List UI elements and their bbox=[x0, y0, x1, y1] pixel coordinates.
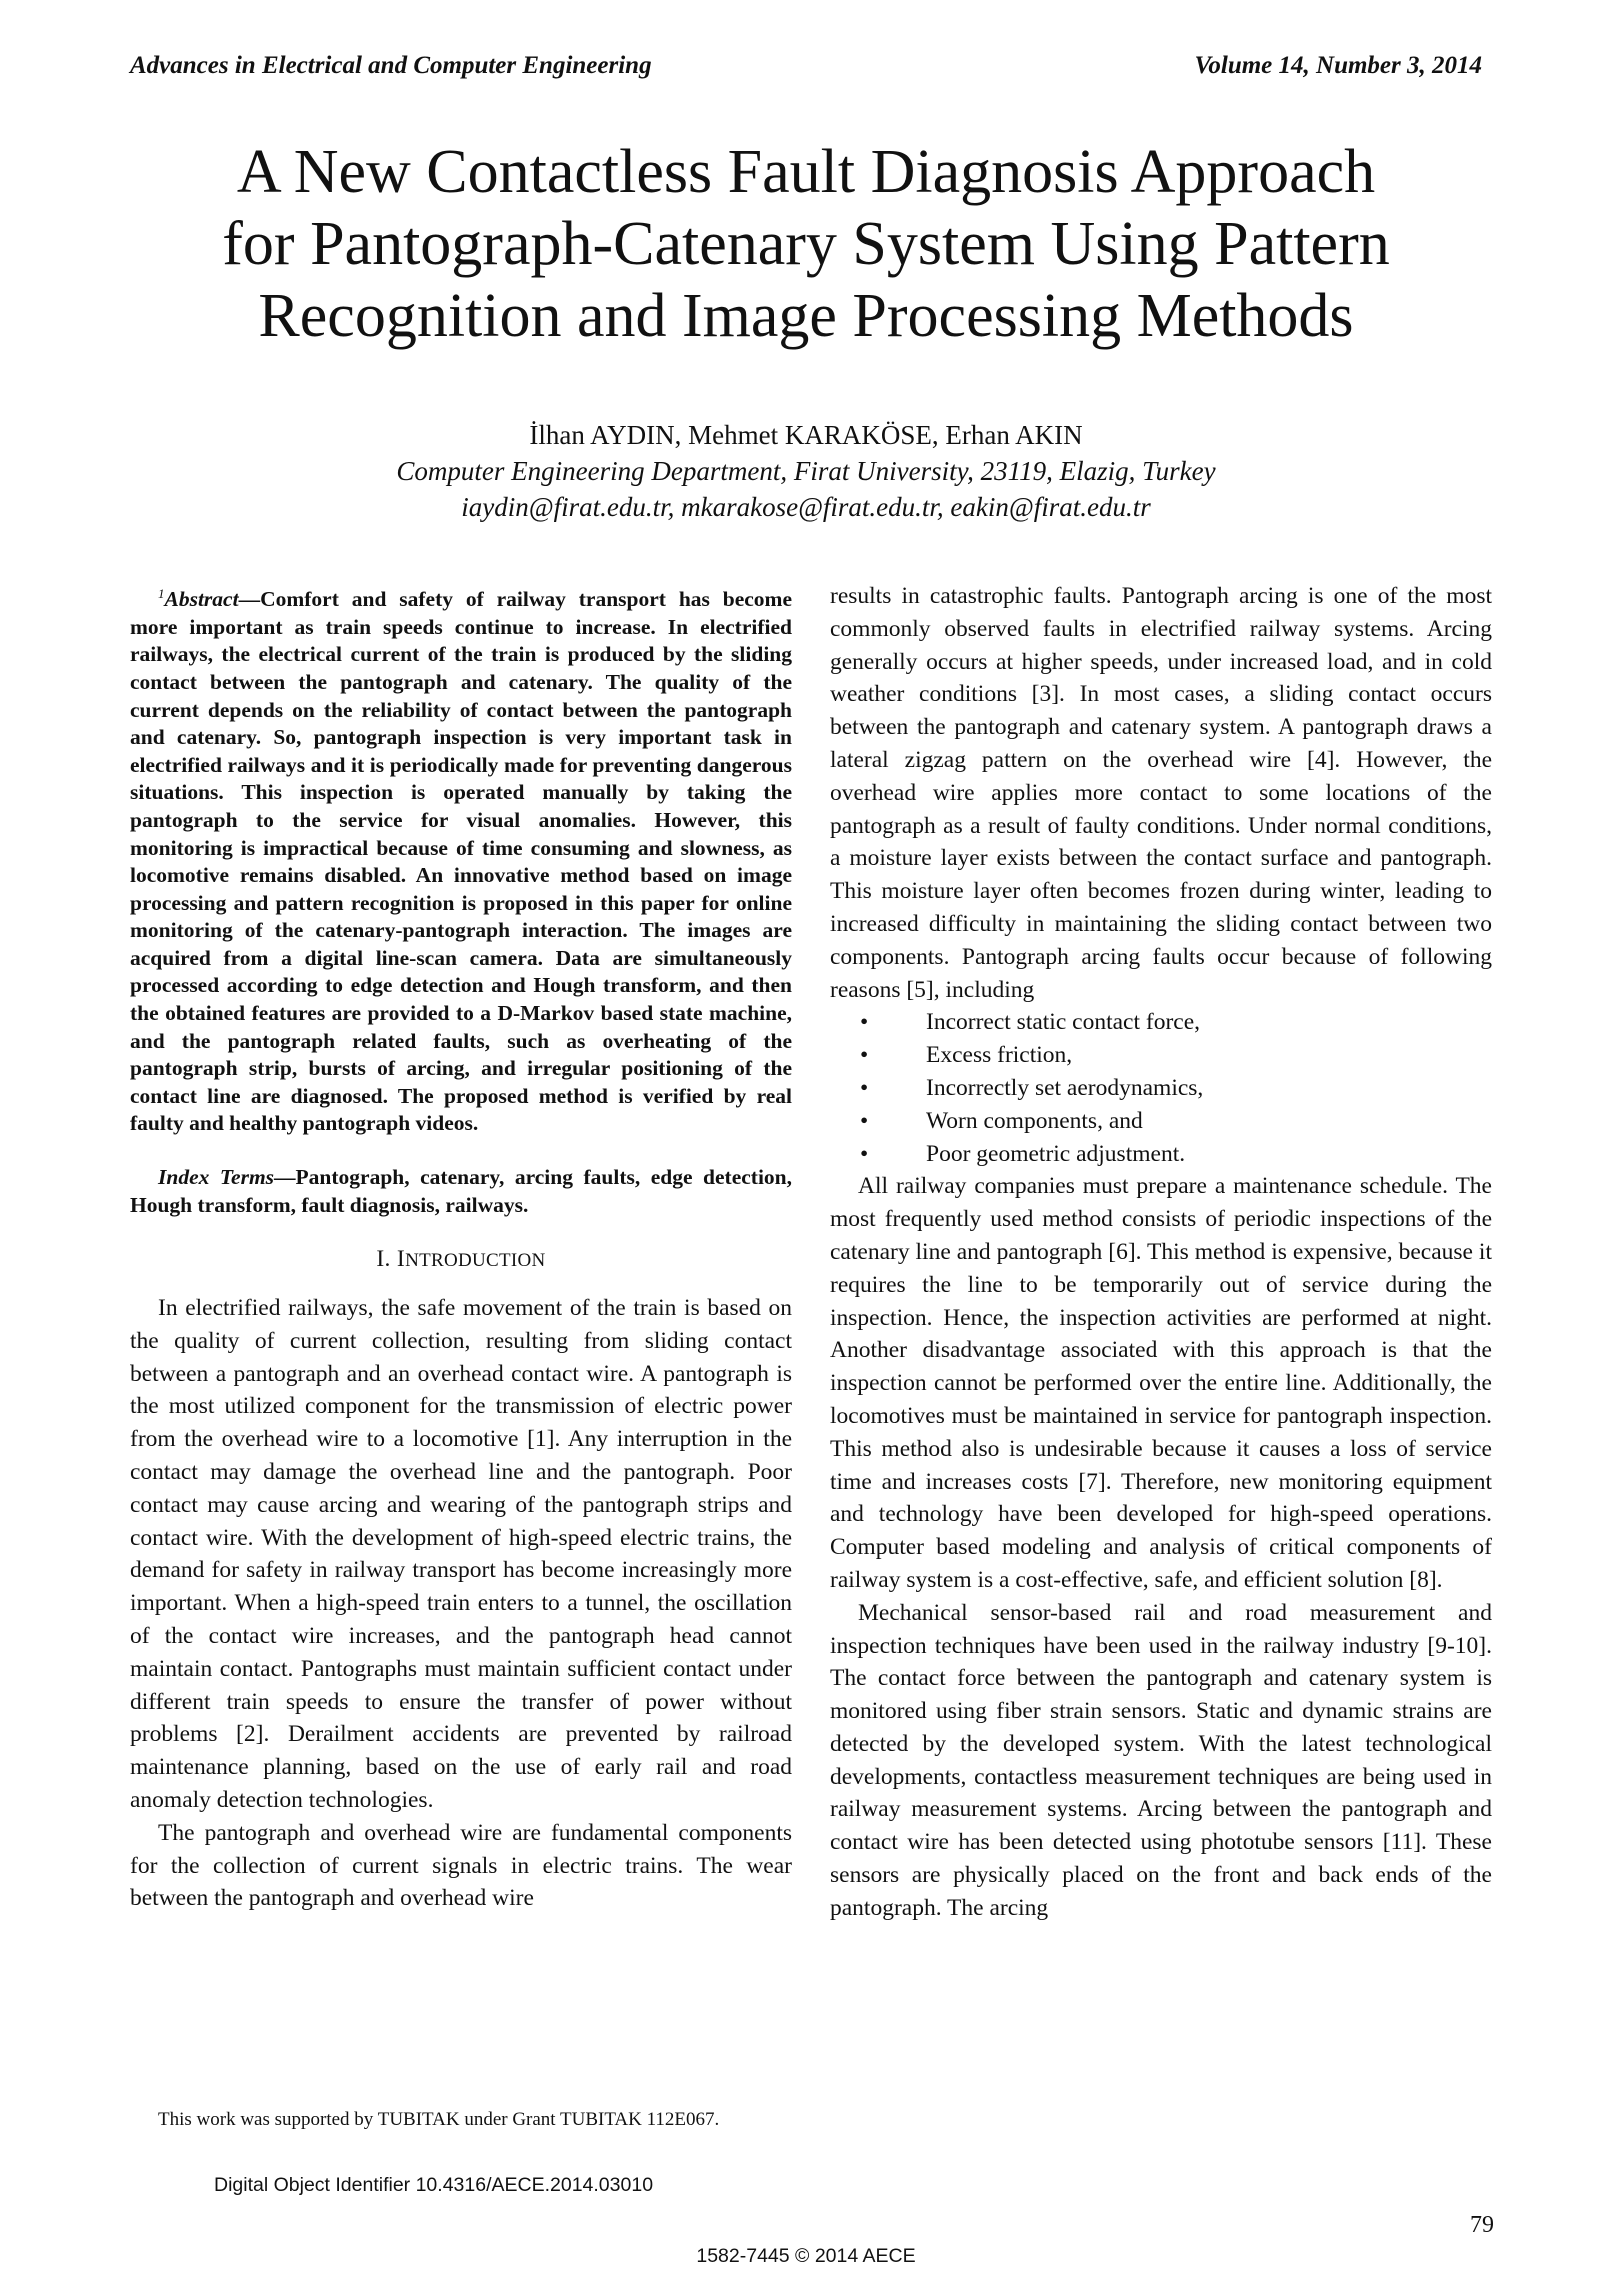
right-column bbox=[830, 580, 1492, 1925]
fault-reasons-list bbox=[830, 1006, 1492, 1170]
index-terms-text: —Pantograph, catenary, arcing faults, edge detection, Hough transform, fault diagnosis, railways. bbox=[130, 1165, 793, 1217]
abstract-text: —Comfort and safety of railway transport has become more important as train speeds continue to increase. In electrified railways, the electrical current of the train is produced by the sliding contact between the pantograph and catenary. The quality of the current depends on the reliability of contact between the pantograph and catenary. So, pantograph inspection is very important task in electrified railways and it is periodically made for preventing dangerous situations. This inspection is operated manually by taking the pantograph to the service for visual anomalies. However, this monitoring is impractical because of time consuming and slowness, as locomotive remains disabled. An innovative method based on image processing and pattern recognition is proposed in this paper for online monitoring of the catenary-pantograph interaction. The images are acquired from a digital line-scan camera. Data are simultaneously processed according to edge detection and Hough transform, and then the obtained features are provided to a D-Markov based state machine, and the pantograph related faults, such as overheating of the pantograph strip, bursts of arcing, and irregular positioning of the contact line are diagnosed. The proposed method is verified by real faulty and healthy pantograph videos. bbox=[130, 587, 792, 1136]
list-item: • Poor geometric adjustment. bbox=[830, 1138, 1492, 1171]
list-item: • Excess friction, bbox=[830, 1039, 1492, 1072]
bullet-icon: • bbox=[860, 1042, 869, 1069]
section-heading-introduction bbox=[130, 1243, 792, 1278]
doi: Digital Object Identifier 10.4316/AECE.2014.03010 bbox=[214, 2174, 654, 2196]
section-title-rest: NTRODUCTION bbox=[405, 1250, 546, 1272]
bullet-icon: • bbox=[860, 1140, 869, 1167]
affiliation: Computer Engineering Department, Firat University, 23119, Elazig, Turkey bbox=[396, 456, 1216, 486]
bullet-icon: • bbox=[860, 1107, 869, 1134]
list-item: • Incorrect static contact force, bbox=[830, 1006, 1492, 1039]
page-number: 79 bbox=[1470, 2212, 1494, 2238]
title-line: A New Contactless Fault Diagnosis Approach bbox=[236, 138, 1376, 206]
list-item: • Worn components, and bbox=[830, 1105, 1492, 1138]
running-header bbox=[130, 52, 1482, 86]
section-number: I. bbox=[376, 1246, 391, 1273]
title-line: for Pantograph-Catenary System Using Pattern bbox=[222, 210, 1390, 278]
copyright: 1582-7445 © 2014 AECE bbox=[696, 2245, 916, 2267]
funding-footnote: This work was supported by TUBITAK under Grant TUBITAK 112E067. bbox=[158, 2109, 720, 2130]
body-paragraph: In electrified railways, the safe movement of the train is based on the quality of current collection, resulting from sliding contact between a pantograph and an overhead contact wire. A pantograph is the most utilized component for the transmission of electric power from the overhead wire to a locomotive [1]. Any interruption in the contact may damage the overhead line and the pantograph. Poor contact may cause arcing and wearing of the pantograph strips and contact wire. With the development of high-speed electric trains, the demand for safety in railway transport has become increasingly more important. When a high-speed train enters to a tunnel, the oscillation of the contact wire increases, and the pantograph head cannot maintain contact. Pantographs must maintain sufficient contact under different train speeds to ensure the transfer of power without problems [2]. Derailment accidents are prevented by railroad maintenance planning, based on the use of early rail and road anomaly detection technologies. bbox=[130, 1295, 792, 1813]
abstract-label: Abstract bbox=[164, 587, 239, 612]
author-list: İlhan AYDIN, Mehmet KARAKÖSE, Erhan AKIN bbox=[529, 420, 1083, 450]
author-emails: iaydin@firat.edu.tr, mkarakose@firat.edu.tr, eakin@firat.edu.tr bbox=[461, 492, 1151, 522]
body-paragraph: All railway companies must prepare a maintenance schedule. The most frequently used method consists of periodic inspections of the catenary line and pantograph [6]. This method is expensive, because it requires the line to be temporarily out of service during the inspection. Hence, the inspection activities are performed at night. Another disadvantage associated with this approach is that the inspection cannot be performed over the entire line. Additionally, the locomotives must be maintained in service for pantograph inspection. This method also is undesirable because it causes a loss of service time and increases costs [7]. Therefore, new monitoring equipment and technology have been developed for high-speed operations. Computer based modeling and analysis of critical components of railway system is a cost-effective, safe, and efficient solution [8]. bbox=[830, 1173, 1492, 1593]
left-column bbox=[130, 580, 792, 1915]
index-terms bbox=[130, 1164, 792, 1219]
index-terms-label: Index Terms bbox=[158, 1165, 275, 1190]
bullet-icon: • bbox=[860, 1074, 869, 1101]
body-paragraph: Mechanical sensor-based rail and road measurement and inspection techniques have been used in the railway industry [9-10]. The contact force between the pantograph and catenary system is monitored using fiber strain sensors. Static and dynamic strains are detected by the developed system. With the latest technological developments, contactless measurement techniques are being used in railway measurement systems. Arcing between the pantograph and contact wire has been detected using phototube sensors [11]. These sensors are physically placed on the front and back ends of the pantograph. The arcing bbox=[830, 1599, 1492, 1921]
footnote-marker: 1 bbox=[158, 586, 165, 601]
bullet-icon: • bbox=[860, 1009, 869, 1036]
body-paragraph: results in catastrophic faults. Pantograph arcing is one of the most commonly observed faults in electrified railway systems. Arcing generally occurs at higher speeds, under increased load, and in cold weather conditions [3]. In most cases, a sliding contact occurs between the pantograph and catenary system. A pantograph draws a lateral zigzag pattern on the overhead wire [4]. However, the overhead wire applies more contact to some locations of the pantograph as a result of faulty conditions. Under normal conditions, a moisture layer exists between the contact surface and pantograph. This moisture layer often becomes frozen during winter, leading to increased difficulty in maintaining the sliding contact between two components. Pantograph arcing faults occur because of following reasons [5], including bbox=[830, 583, 1492, 1003]
abstract bbox=[130, 580, 792, 1138]
body-paragraph: The pantograph and overhead wire are fundamental components for the collection of current signals in electric trains. The wear between the pantograph and overhead wire bbox=[130, 1819, 792, 1912]
volume-info: Volume 14, Number 3, 2014 bbox=[1194, 52, 1482, 79]
title-line: Recognition and Image Processing Methods bbox=[258, 282, 1354, 350]
section-title-initial: I bbox=[396, 1246, 406, 1273]
paper-title bbox=[150, 136, 1462, 352]
journal-name: Advances in Electrical and Computer Engineering bbox=[130, 52, 652, 79]
list-item: • Incorrectly set aerodynamics, bbox=[830, 1072, 1492, 1105]
